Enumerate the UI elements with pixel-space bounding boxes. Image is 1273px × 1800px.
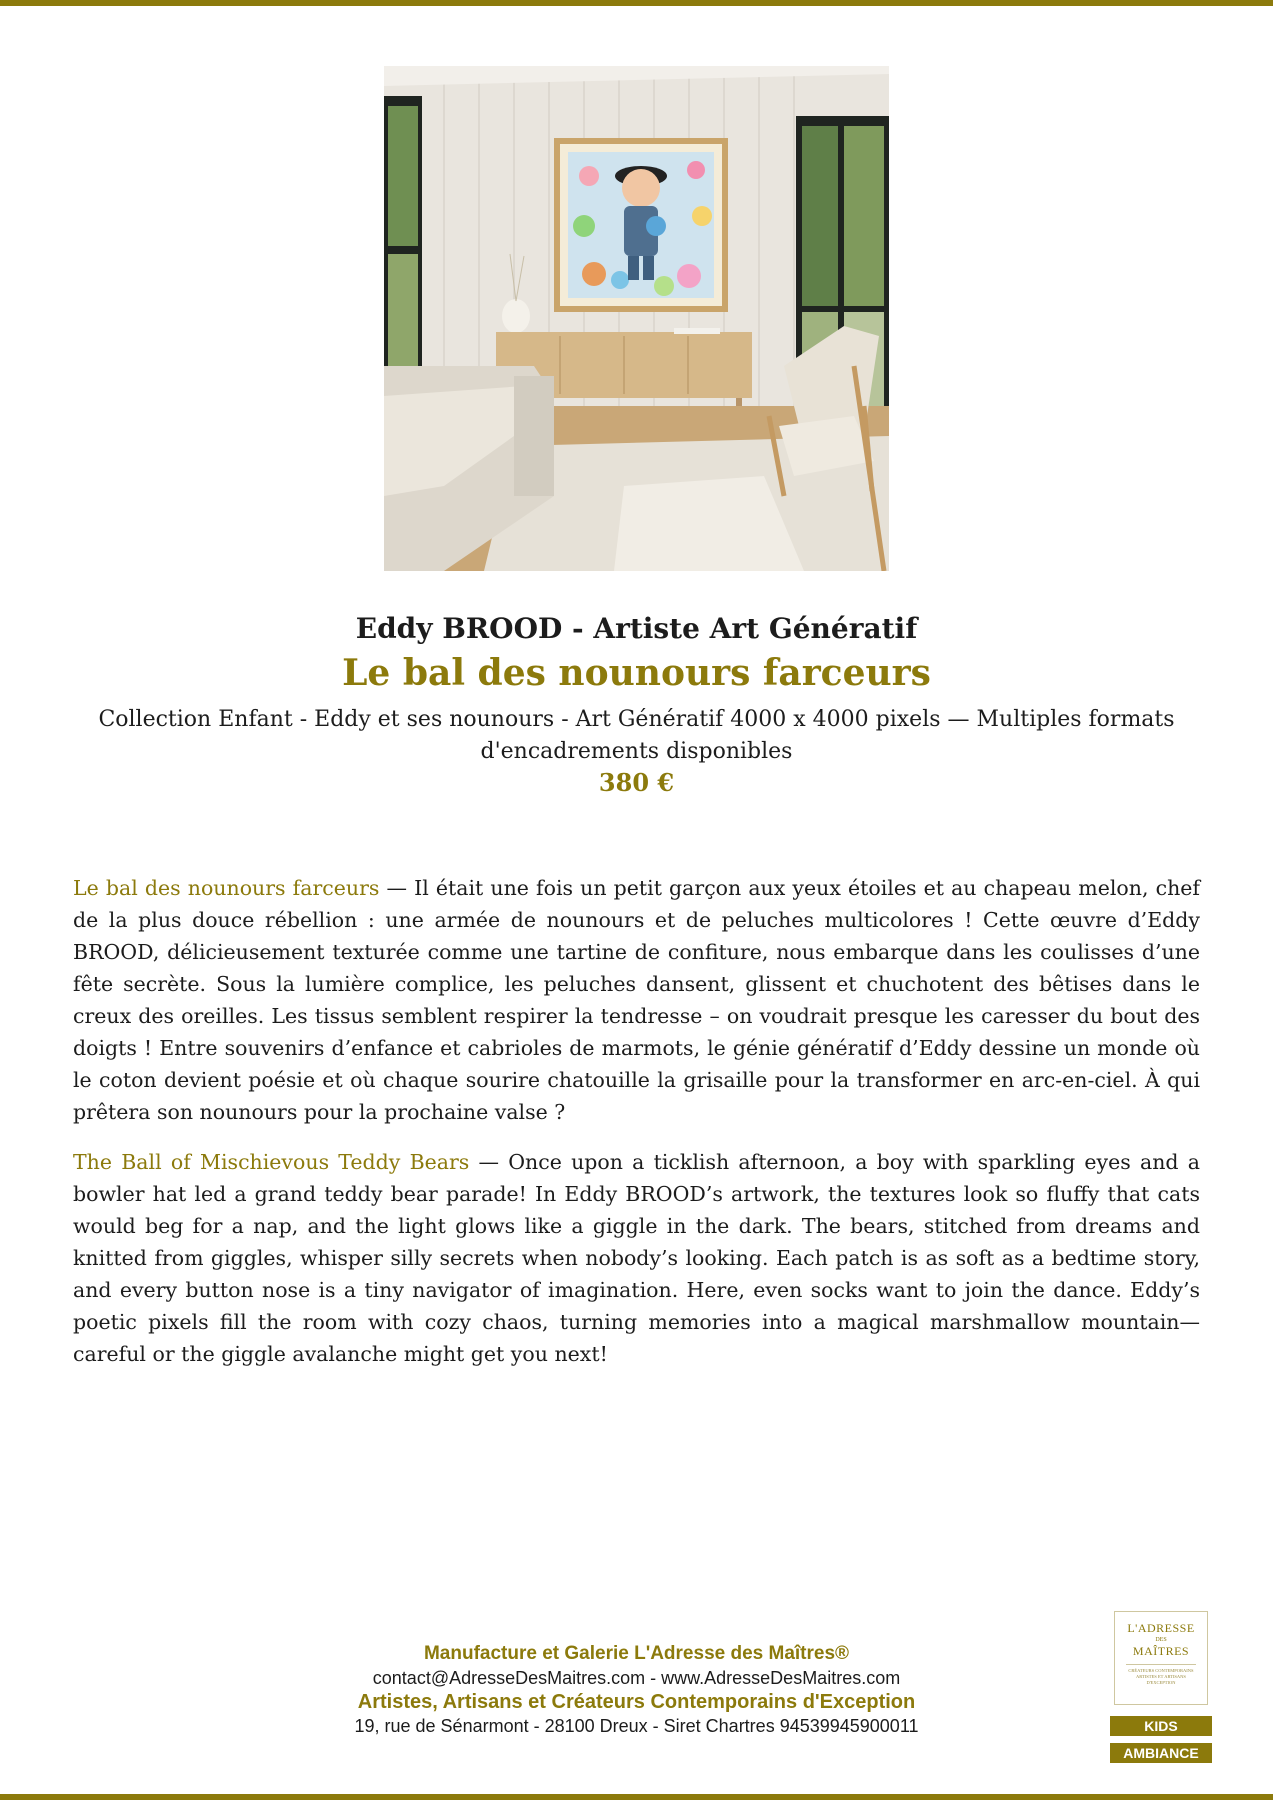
description-english-text: — Once upon a ticklish afternoon, a boy with sparkling eyes and a bowler hat led a grand teddy bear parade! In Eddy BROOD’s artwork, the textures look so fluffy that cats would beg for a nap, and the light glows like a giggle in the dark. The bears, stitched from dreams and knitted from giggles, whisper silly secrets when nobody’s looking. Each patch is as soft as a bedtime story, and every button nose is a tiny navigator of imagination. Here, even socks want to join the dance. Eddy’s poetic pixels fill the room with cozy chaos, turning memories into a magical marshmallow mountain—careful or the giggle avalanche might get you next! [73,1150,1200,1366]
artwork-title: Le bal des nounours farceurs [342,652,931,694]
badge-ambiance: AMBIANCE [1110,1743,1212,1763]
footer-contact: contact@AdresseDesMaitres.com - www.AdresseDesMaitres.com [372,1668,901,1688]
logo-line-3: MAÎTRES [1132,1644,1190,1658]
badge-kids: KIDS [1110,1716,1212,1736]
footer-company: Manufacture et Galerie L'Adresse des Maîtres® [423,1643,850,1664]
bottom-border [0,1794,1273,1800]
description-french-lead: Le bal des nounours farceurs [73,876,380,900]
artwork-price: 380 € [598,768,675,797]
artist-heading: Eddy BROOD - Artiste Art Génératif [355,612,918,645]
description-french-text: — Il était une fois un petit garçon aux yeux étoiles et au chapeau melon, chef de la plus douce rébellion : une armée de nounours et de peluches multicolores ! Cette œuvre d’Eddy BROOD, délicieusement texturée comme une tartine de confiture, nous embarque dans les coulisses d’une fête secrète. Sous la lumière complice, les peluches dansent, glissent et chuchotent des bêtises dans le creux des oreilles. Les tissus semblent respirer la tendresse – on voudrait presque les caresser du bout des doigts ! Entre souvenirs d’enfance et cabrioles de marmots, le génie génératif d’Eddy dessine un monde où le coton devient poésie et où chaque sourire chatouille la grisaille pour la transformer en arc-en-ciel. À qui prêtera son nounours pour la prochaine valse ? [73,876,1201,1124]
logo-line-4: CRÉATEURS CONTEMPORAINS ARTISTES ET ARTISANS D'EXCEPTION [1128,1668,1194,1685]
description-english [73,1146,1200,1370]
logo-line-1: L'ADRESSE [1127,1621,1195,1635]
footer [260,1642,1013,1738]
logo-divider [1126,1664,1196,1665]
footer-tagline: Artistes, Artisans et Créateurs Contemporains d'Exception [357,1691,916,1713]
description-english-lead: The Ball of Mischievous Teddy Bears [73,1150,470,1174]
logo-line-2: DES [1155,1637,1167,1643]
artwork-room-photo [384,66,889,571]
brand-logo [1114,1611,1208,1705]
description-french [73,872,1200,1128]
artwork-subtitle: Collection Enfant - Eddy et ses nounours - Art Génératif 4000 x 4000 pixels — Multiples formats d'encadrements disponibles [98,707,1175,764]
top-border [0,0,1273,6]
footer-address: 19, rue de Sénarmont - 28100 Dreux - Siret Chartres 94539945900011 [354,1716,919,1736]
